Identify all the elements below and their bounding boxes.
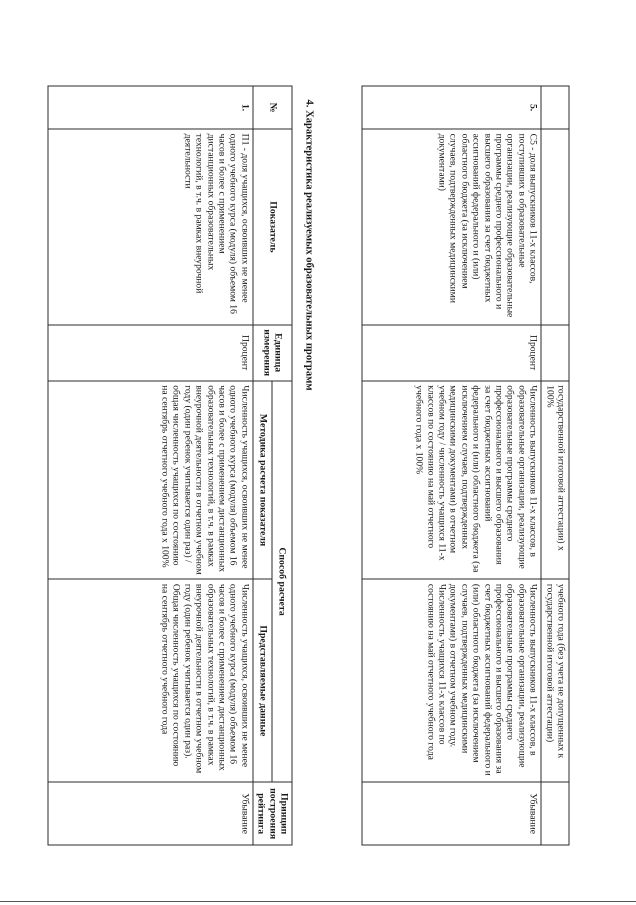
table-row <box>48 86 253 845</box>
header-num: № <box>253 86 292 129</box>
programs-table <box>47 86 292 846</box>
header-row <box>272 86 292 845</box>
indicator-cell: П1 - доля учащихся, освоивших не менее одного учебного курса (модуля) объемом 16 часов и более с применением дистанционных образовательных технологий, в т.ч. в рамках внеурочной деятельности <box>48 129 253 324</box>
row-number: 1. <box>48 86 253 129</box>
unit-cell: Процент <box>48 325 253 381</box>
data-cell: Численность учащихся, освоивших не менее одного учебного курса (модуля) объемом 16 часов и более с применением дистанционных образовательных технологий, в т.ч. в рамках внеурочной деятельности в отчетном учебном году (один ребенок учитывается один раз). Общая численность учащихся по состоянию на сентябрь отчетного учебного года <box>48 579 253 782</box>
rating-cell: Убывание <box>362 782 541 845</box>
header-data: Представляемые данные <box>253 579 273 782</box>
row-number: 5. <box>362 86 541 129</box>
section-title: 4. Характеристика реализуемых образовательных программ <box>303 99 315 391</box>
methodology-cell: Численность учащихся, освоивших не менее одного учебного курса (модуля) объемом 16 часов и более с применением дистанционных образовательных технологий, в т.ч. в рамках внеурочной деятельности в отчетном учебном году (один ребенок учитывается один раз) / общая численность учащихся по состоянию на сентябрь отчетного учебного года х 100% <box>48 381 253 580</box>
bottom-edge-line <box>0 901 636 902</box>
indicator-table-continued <box>362 86 570 846</box>
header-methodology: Методика расчета показателя <box>253 381 273 580</box>
header-unit: Единица измерения <box>253 325 292 381</box>
data-cell-prev: учебного года (без учета не допущенных к государственной итоговой аттестации) <box>541 579 569 782</box>
unit-cell: Процент <box>362 325 541 381</box>
table-row <box>541 86 569 845</box>
table-row <box>362 86 541 845</box>
header-indicator: Показатель <box>253 129 292 324</box>
header-rating: Принцип построения рейтинга <box>253 782 292 845</box>
header-method-group: Способ расчета <box>272 381 292 783</box>
indicator-cell: С5 - доля выпускников 11-х классов, поступивших в образовательные организации, реализующие образовательные программы среднего профессионального и высшего образования за счет бюджетных ассигнований федерального и (или) областного бюджета (за исключением случаев, подтвержденных медицинскими документами) <box>362 129 541 324</box>
methodology-cell-prev: государственной итоговой аттестации) х 100% <box>541 381 569 580</box>
rating-cell: Убывание <box>48 782 253 845</box>
data-cell: Численность выпускников 11-х классов, в образовательные организации, реализующие образовательные программы среднего профессионального и высшего образования за счет бюджетных ассигнований федерального и (или) областного бюджета (за исключением случаев, подтвержденных медицинскими документами) в отчетном учебном году. Численность учащихся 11-х классов по состоянию на май отчетного учебного года <box>362 579 541 782</box>
methodology-cell: Численность выпускников 11-х классов, в образовательные организации, реализующие образовательные программы среднего профессионального и высшего образования за счет бюджетных ассигнований федерального и (или) областного бюджета (за исключением случаев, подтвержденных медицинскими документами) в отчетном учебном году / численность учащихся 11-х классов по состоянию на май отчетного учебного года х 100% <box>362 381 541 580</box>
rotated-page <box>21 30 617 875</box>
